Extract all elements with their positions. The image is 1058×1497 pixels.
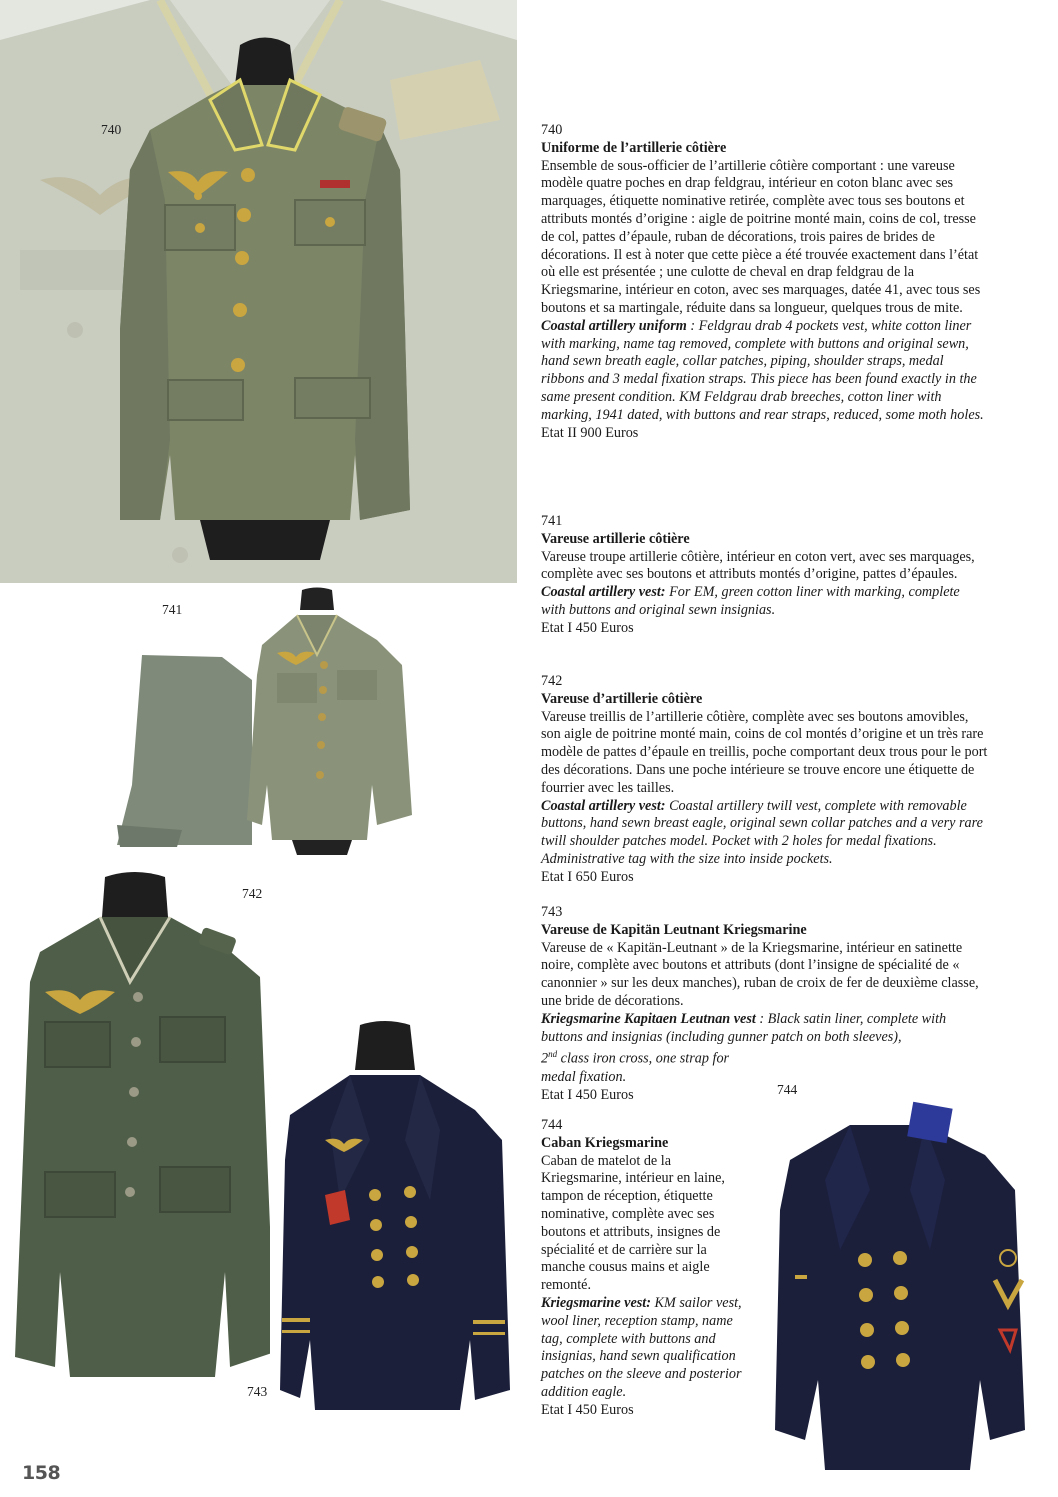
lot-description-fr: Caban de matelot de la Kriegsmarine, intérieur en laine, tampon de réception, étiquette nominative, complète avec ses boutons et attributs, insignes de spécialité et de carrière sur la manche cousus mains et aigle remonté. xyxy=(541,1152,725,1294)
lot-title-en: Kriegsmarine Kapitaen Leutnan vest xyxy=(541,1010,756,1027)
photo-label-740: 740 xyxy=(101,122,122,137)
lot-description-en: Coastal artillery vest: Coastal artillery twill vest, complete with removable buttons, hand sewn breast eagle, original sewn collar patches and a very rare twill shoulder patches model. Pocket with 2 holes for medal fixations. Administrative tag with the size into inside pockets. xyxy=(541,797,983,867)
uniform-740-illustration xyxy=(0,0,517,583)
lot-title: Caban Kriegsmarine xyxy=(541,1134,669,1151)
lot-740-entry xyxy=(541,122,986,442)
lot-description-en-line3: medal fixation. xyxy=(541,1068,627,1085)
lot-price: Etat I 450 Euros xyxy=(541,1086,634,1103)
photo-lot-740 xyxy=(0,0,517,583)
photo-label-741: 741 xyxy=(162,602,183,617)
lot-price: Etat II 900 Euros xyxy=(541,424,639,441)
lot-description-en: Kriegsmarine Kapitaen Leutnan vest : Black satin liner, complete with buttons and insignias (including gunner patch on both sleeves), xyxy=(541,1010,947,1045)
lot-743-entry xyxy=(541,904,986,1105)
lot-title-en: Kriegsmarine vest: xyxy=(541,1294,651,1311)
lot-title-en: Coastal artillery vest: xyxy=(541,584,666,601)
lot-price: Etat I 650 Euros xyxy=(541,868,634,885)
lot-title: Vareuse artillerie côtière xyxy=(541,530,690,547)
uniform-742-illustration xyxy=(10,872,310,1402)
lot-price: Etat I 450 Euros xyxy=(541,1401,634,1418)
lot-744-entry xyxy=(541,1117,753,1420)
uniform-741-illustration xyxy=(112,585,444,865)
lot-title: Uniforme de l’artillerie côtière xyxy=(541,139,727,156)
photo-lot-741 xyxy=(112,585,444,865)
photo-label-744: 744 xyxy=(777,1082,798,1097)
lot-741-entry xyxy=(541,513,983,638)
lot-number: 744 xyxy=(541,1117,563,1133)
lot-description-fr: Ensemble de sous-officier de l’artillerie côtière comportant : une vareuse modèle quatre poches en drap feldgrau, intérieur en coton blanc avec ses marquages, étiquette nominative retirée, complète avec tous ses boutons et attributs montés d’origine : aigle de poitrine monté main, coins de col, tresse de col, pattes d’épaule, ruban de décorations, trois paires de brides de décorations. Il est à noter que cette pièce a été trouvée exactement dans l’état où elle est présentée ; une culotte de cheval en drap feldgrau de la Kriegsmarine, intérieur en coton, avec ses marquages, datée 41, avec tous ses boutons et sa martingale, réduite dans sa longueur, quelques trous de mite. xyxy=(541,157,981,316)
lot-number: 743 xyxy=(541,904,563,920)
lot-description-fr: Vareuse treillis de l’artillerie côtière, complète avec ses boutons amovibles, son aigle de poitrine monté main, coins de col montés d’origine et un très rare modèle de pattes d’épaule en treillis, poche comportant deux trous pour le port des décorations. Dans une poche intérieure se trouve encore une étiquette de fourrier avec les tailles. xyxy=(541,708,988,796)
uniform-743-illustration xyxy=(270,1020,528,1415)
photo-lot-744 xyxy=(770,1100,1040,1478)
lot-description-en: Kriegsmarine vest: KM sailor vest, wool liner, reception stamp, name tag, complete with buttons and insignias, hand sewn qualification patches on the sleeve and posterior addition eagle. xyxy=(541,1294,742,1400)
lot-description-en: Coastal artillery uniform : Feldgrau drab 4 pockets vest, white cotton liner with marking, name tag removed, complete with buttons and original sewn, hand sewn breath eagle, collar patches, piping, shoulder straps, medal ribbons and 3 medal fixation straps. This piece has been found exactly in the same present condition. KM Feldgrau drab breeches, cotton liner with marking, 1941 dated, with buttons and rear straps, reduced, some moth holes. xyxy=(541,317,984,423)
lot-title-en: Coastal artillery uniform xyxy=(541,317,687,334)
lot-description-fr: Vareuse troupe artillerie côtière, intérieur en coton vert, avec ses marquages, complète avec ses boutons et attributs montés d’origine, pattes d’épaules. xyxy=(541,548,975,583)
lot-description-en-line2: 2nd class iron cross, one strap for xyxy=(541,1049,730,1068)
lot-742-entry xyxy=(541,673,989,887)
page-number: 158 xyxy=(22,1462,61,1484)
photo-lot-742 xyxy=(10,872,310,1402)
lot-number: 742 xyxy=(541,673,563,689)
lot-number: 740 xyxy=(541,122,563,138)
lot-title-en: Coastal artillery vest: xyxy=(541,797,666,814)
photo-label-743: 743 xyxy=(247,1384,268,1399)
uniform-744-illustration xyxy=(770,1100,1040,1478)
photo-lot-743 xyxy=(270,1020,528,1415)
lot-number: 741 xyxy=(541,513,563,529)
lot-price: Etat I 450 Euros xyxy=(541,619,634,636)
photo-label-742: 742 xyxy=(242,886,263,901)
lot-title: Vareuse de Kapitän Leutnant Kriegsmarine xyxy=(541,921,807,938)
lot-description-en: Coastal artillery vest: For EM, green cotton liner with marking, complete with buttons and original sewn insignias. xyxy=(541,584,960,618)
lot-description-fr: Vareuse de « Kapitän-Leutnant » de la Kriegsmarine, intérieur en satinette noire, complète avec boutons et attributs (dont l’insigne de spécialité de « canonnier » sur les deux manches), ruban de croix de fer de deuxième classe, une bride de décorations. xyxy=(541,939,979,1009)
lot-title: Vareuse d’artillerie côtière xyxy=(541,690,703,707)
